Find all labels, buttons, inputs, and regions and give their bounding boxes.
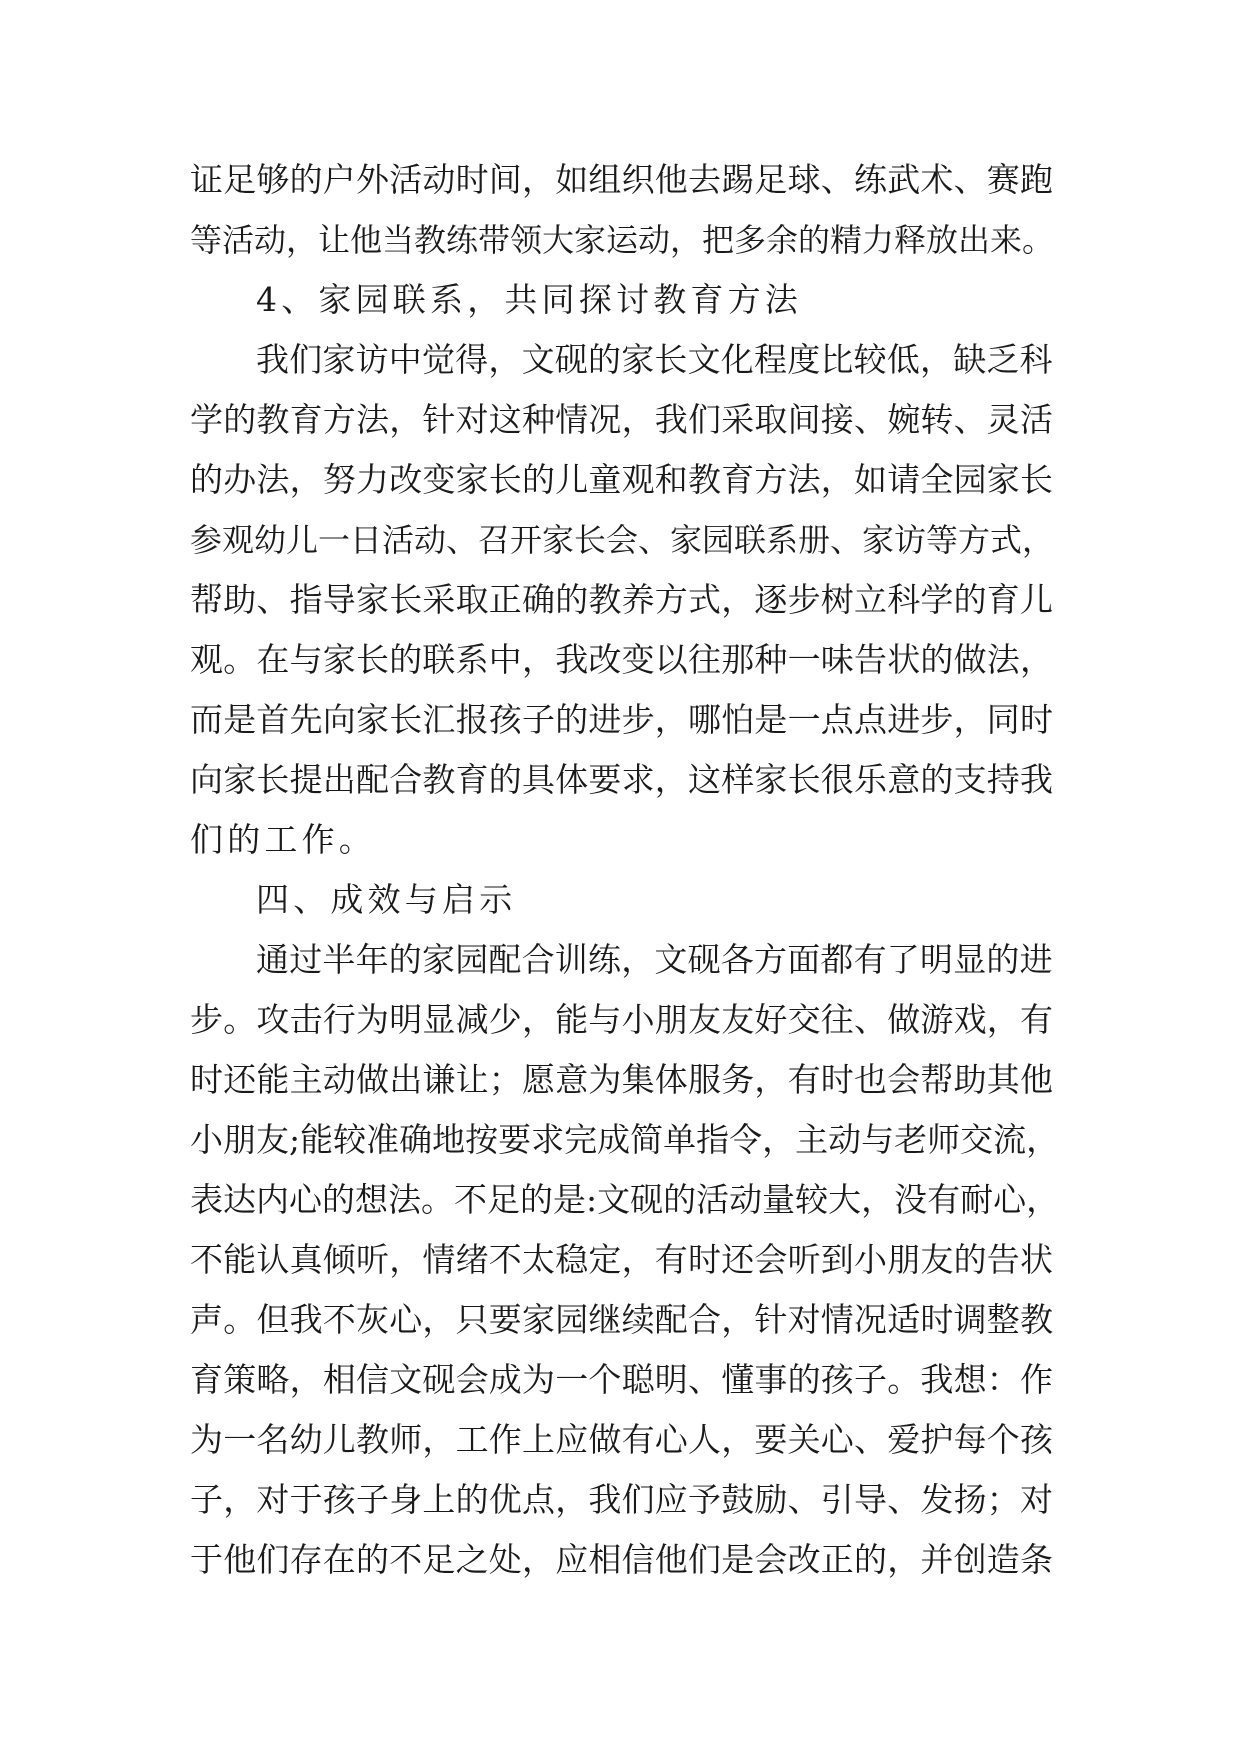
text-line: 声。但我不灰心，只要家园继续配合，针对情况适时调整教 (190, 1300, 1054, 1339)
text-line: 时还能主动做出谦让；愿意为集体服务，有时也会帮助其他 (190, 1060, 1054, 1099)
text-line: 观。在与家长的联系中，我改变以往那种一味告状的做法， (190, 640, 1054, 679)
text-line: 育策略，相信文砚会成为一个聪明、懂事的孩子。我想：作 (190, 1360, 1054, 1399)
paragraph-start-line: 通过半年的家园配合训练，文砚各方面都有了明显的进 (256, 940, 1053, 979)
text-line: 向家长提出配合教育的具体要求，这样家长很乐意的支持我 (190, 760, 1054, 799)
text-line: 参观幼儿一日活动、召开家长会、家园联系册、家访等方式， (190, 521, 1055, 559)
text-line: 帮助、指导家长采取正确的教养方式，逐步树立科学的育儿 (190, 580, 1054, 619)
text-line: 子，对于孩子身上的优点，我们应予鼓励、引导、发扬；对 (190, 1480, 1054, 1519)
text-line: 小朋友;能较准确地按要求完成简单指令，主动与老师交流， (190, 1120, 1060, 1159)
text-line: 的办法，努力改变家长的儿童观和教育方法，如请全园家长 (190, 460, 1054, 499)
section-heading: 四、成效与启示 (256, 880, 517, 919)
text-line: 于他们存在的不足之处，应相信他们是会改正的，并创造条 (190, 1540, 1054, 1579)
section-heading: 4、家园联系，共同探讨教育方法 (256, 280, 802, 319)
body-text (190, 150, 1060, 1590)
paragraph-start-line: 我们家访中觉得，文砚的家长文化程度比较低，缺乏科 (256, 340, 1053, 379)
text-line: 而是首先向家长汇报孩子的进步，哪怕是一点点进步，同时 (190, 700, 1054, 739)
text-line: 等活动，让他当教练带领大家运动，把多余的精力释放出来。 (190, 221, 1055, 259)
text-line: 证足够的户外活动时间，如组织他去踢足球、练武术、赛跑 (190, 160, 1054, 199)
text-line: 步。攻击行为明显减少，能与小朋友友好交往、做游戏，有 (190, 1000, 1054, 1039)
text-line: 表达内心的想法。不足的是:文砚的活动量较大，没有耐心， (190, 1180, 1060, 1219)
text-line: 们的工作。 (190, 820, 376, 859)
text-line: 为一名幼儿教师，工作上应做有心人，要关心、爱护每个孩 (190, 1420, 1054, 1459)
text-line: 学的教育方法，针对这种情况，我们采取间接、婉转、灵活 (190, 400, 1054, 439)
text-line: 不能认真倾听，情绪不太稳定，有时还会听到小朋友的告状 (190, 1240, 1054, 1279)
